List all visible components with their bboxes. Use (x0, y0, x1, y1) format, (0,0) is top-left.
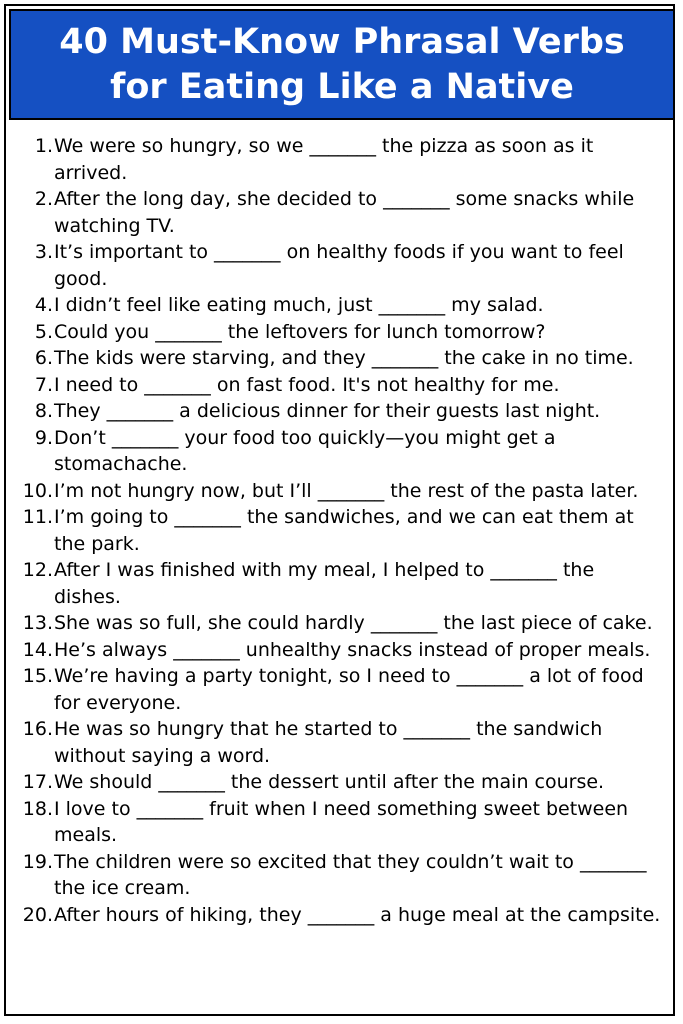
list-item (14, 504, 664, 557)
exercise-list (14, 133, 664, 928)
list-item (14, 610, 664, 637)
list-item (14, 345, 664, 372)
item-number: 8. (34, 400, 53, 422)
list-item (14, 637, 664, 664)
list-item (14, 902, 664, 929)
item-sentence: She was so full, she could hardly _______ the last piece of cake. (54, 612, 653, 634)
item-sentence: The children were so excited that they couldn’t wait to _______ the ice cream. (54, 850, 647, 899)
item-sentence: We should _______ the dessert until after the main course. (54, 771, 605, 793)
item-number: 5. (34, 320, 53, 343)
item-number: 9. (34, 426, 53, 449)
list-item (14, 849, 664, 902)
list-item (14, 398, 664, 425)
item-sentence: After I was finished with my meal, I helped to _______ the dishes. (54, 559, 595, 608)
item-sentence: After hours of hiking, they _______ a huge meal at the campsite. (54, 903, 661, 926)
list-item (14, 292, 664, 319)
item-number: 16. (22, 718, 53, 740)
list-item (14, 796, 664, 849)
item-number: 12. (22, 559, 53, 581)
item-sentence: He’s always _______ unhealthy snacks instead of proper meals. (54, 638, 651, 661)
title-line-1: 40 Must-Know Phrasal Verbs (59, 21, 625, 62)
list-item (14, 425, 664, 478)
item-sentence: I’m not hungry now, but I’ll _______ the rest of the pasta later. (54, 479, 639, 502)
item-number: 1. (34, 135, 53, 157)
item-sentence: He was so hungry that he started to _______ the sandwich without saying a word. (54, 718, 603, 767)
item-number: 2. (34, 188, 53, 210)
item-number: 13. (22, 612, 53, 634)
item-number: 11. (22, 506, 53, 528)
item-sentence: I’m going to _______ the sandwiches, and we can eat them at the park. (54, 506, 634, 555)
list-item (14, 478, 664, 505)
item-number: 14. (22, 638, 53, 661)
item-number: 7. (34, 373, 53, 396)
list-item (14, 186, 664, 239)
list-item (14, 769, 664, 796)
title-line-2: for Eating Like a Native (110, 66, 574, 107)
item-number: 4. (34, 294, 53, 316)
item-number: 3. (34, 241, 53, 263)
item-number: 20. (22, 903, 53, 926)
list-item (14, 372, 664, 399)
item-sentence: After the long day, she decided to _______ some snacks while watching TV. (54, 188, 635, 237)
item-number: 6. (34, 347, 53, 369)
item-sentence: We’re having a party tonight, so I need to _______ a lot of food for everyone. (54, 665, 644, 714)
item-sentence: I didn’t feel like eating much, just _______ my salad. (54, 294, 544, 316)
item-sentence: They _______ a delicious dinner for their guests last night. (54, 400, 601, 422)
item-sentence: Don’t _______ your food too quickly—you might get a stomachache. (54, 426, 556, 475)
list-item (14, 557, 664, 610)
item-number: 17. (22, 771, 53, 793)
item-number: 18. (22, 797, 53, 820)
list-item (14, 663, 664, 716)
item-number: 15. (22, 665, 53, 687)
item-sentence: The kids were starving, and they _______ the cake in no time. (54, 347, 634, 369)
item-sentence: I need to _______ on fast food. It's not healthy for me. (54, 373, 560, 396)
item-sentence: I love to _______ fruit when I need something sweet between meals. (54, 797, 629, 846)
item-number: 10. (22, 479, 53, 502)
list-item (14, 319, 664, 346)
item-sentence: We were so hungry, so we _______ the pizza as soon as it arrived. (54, 135, 594, 184)
list-item (14, 716, 664, 769)
list-item (14, 239, 664, 292)
title-banner (9, 9, 675, 120)
item-number: 19. (22, 850, 53, 873)
list-item (14, 133, 664, 186)
item-sentence: It’s important to _______ on healthy foods if you want to feel good. (54, 241, 624, 290)
item-sentence: Could you _______ the leftovers for lunch tomorrow? (54, 320, 546, 343)
